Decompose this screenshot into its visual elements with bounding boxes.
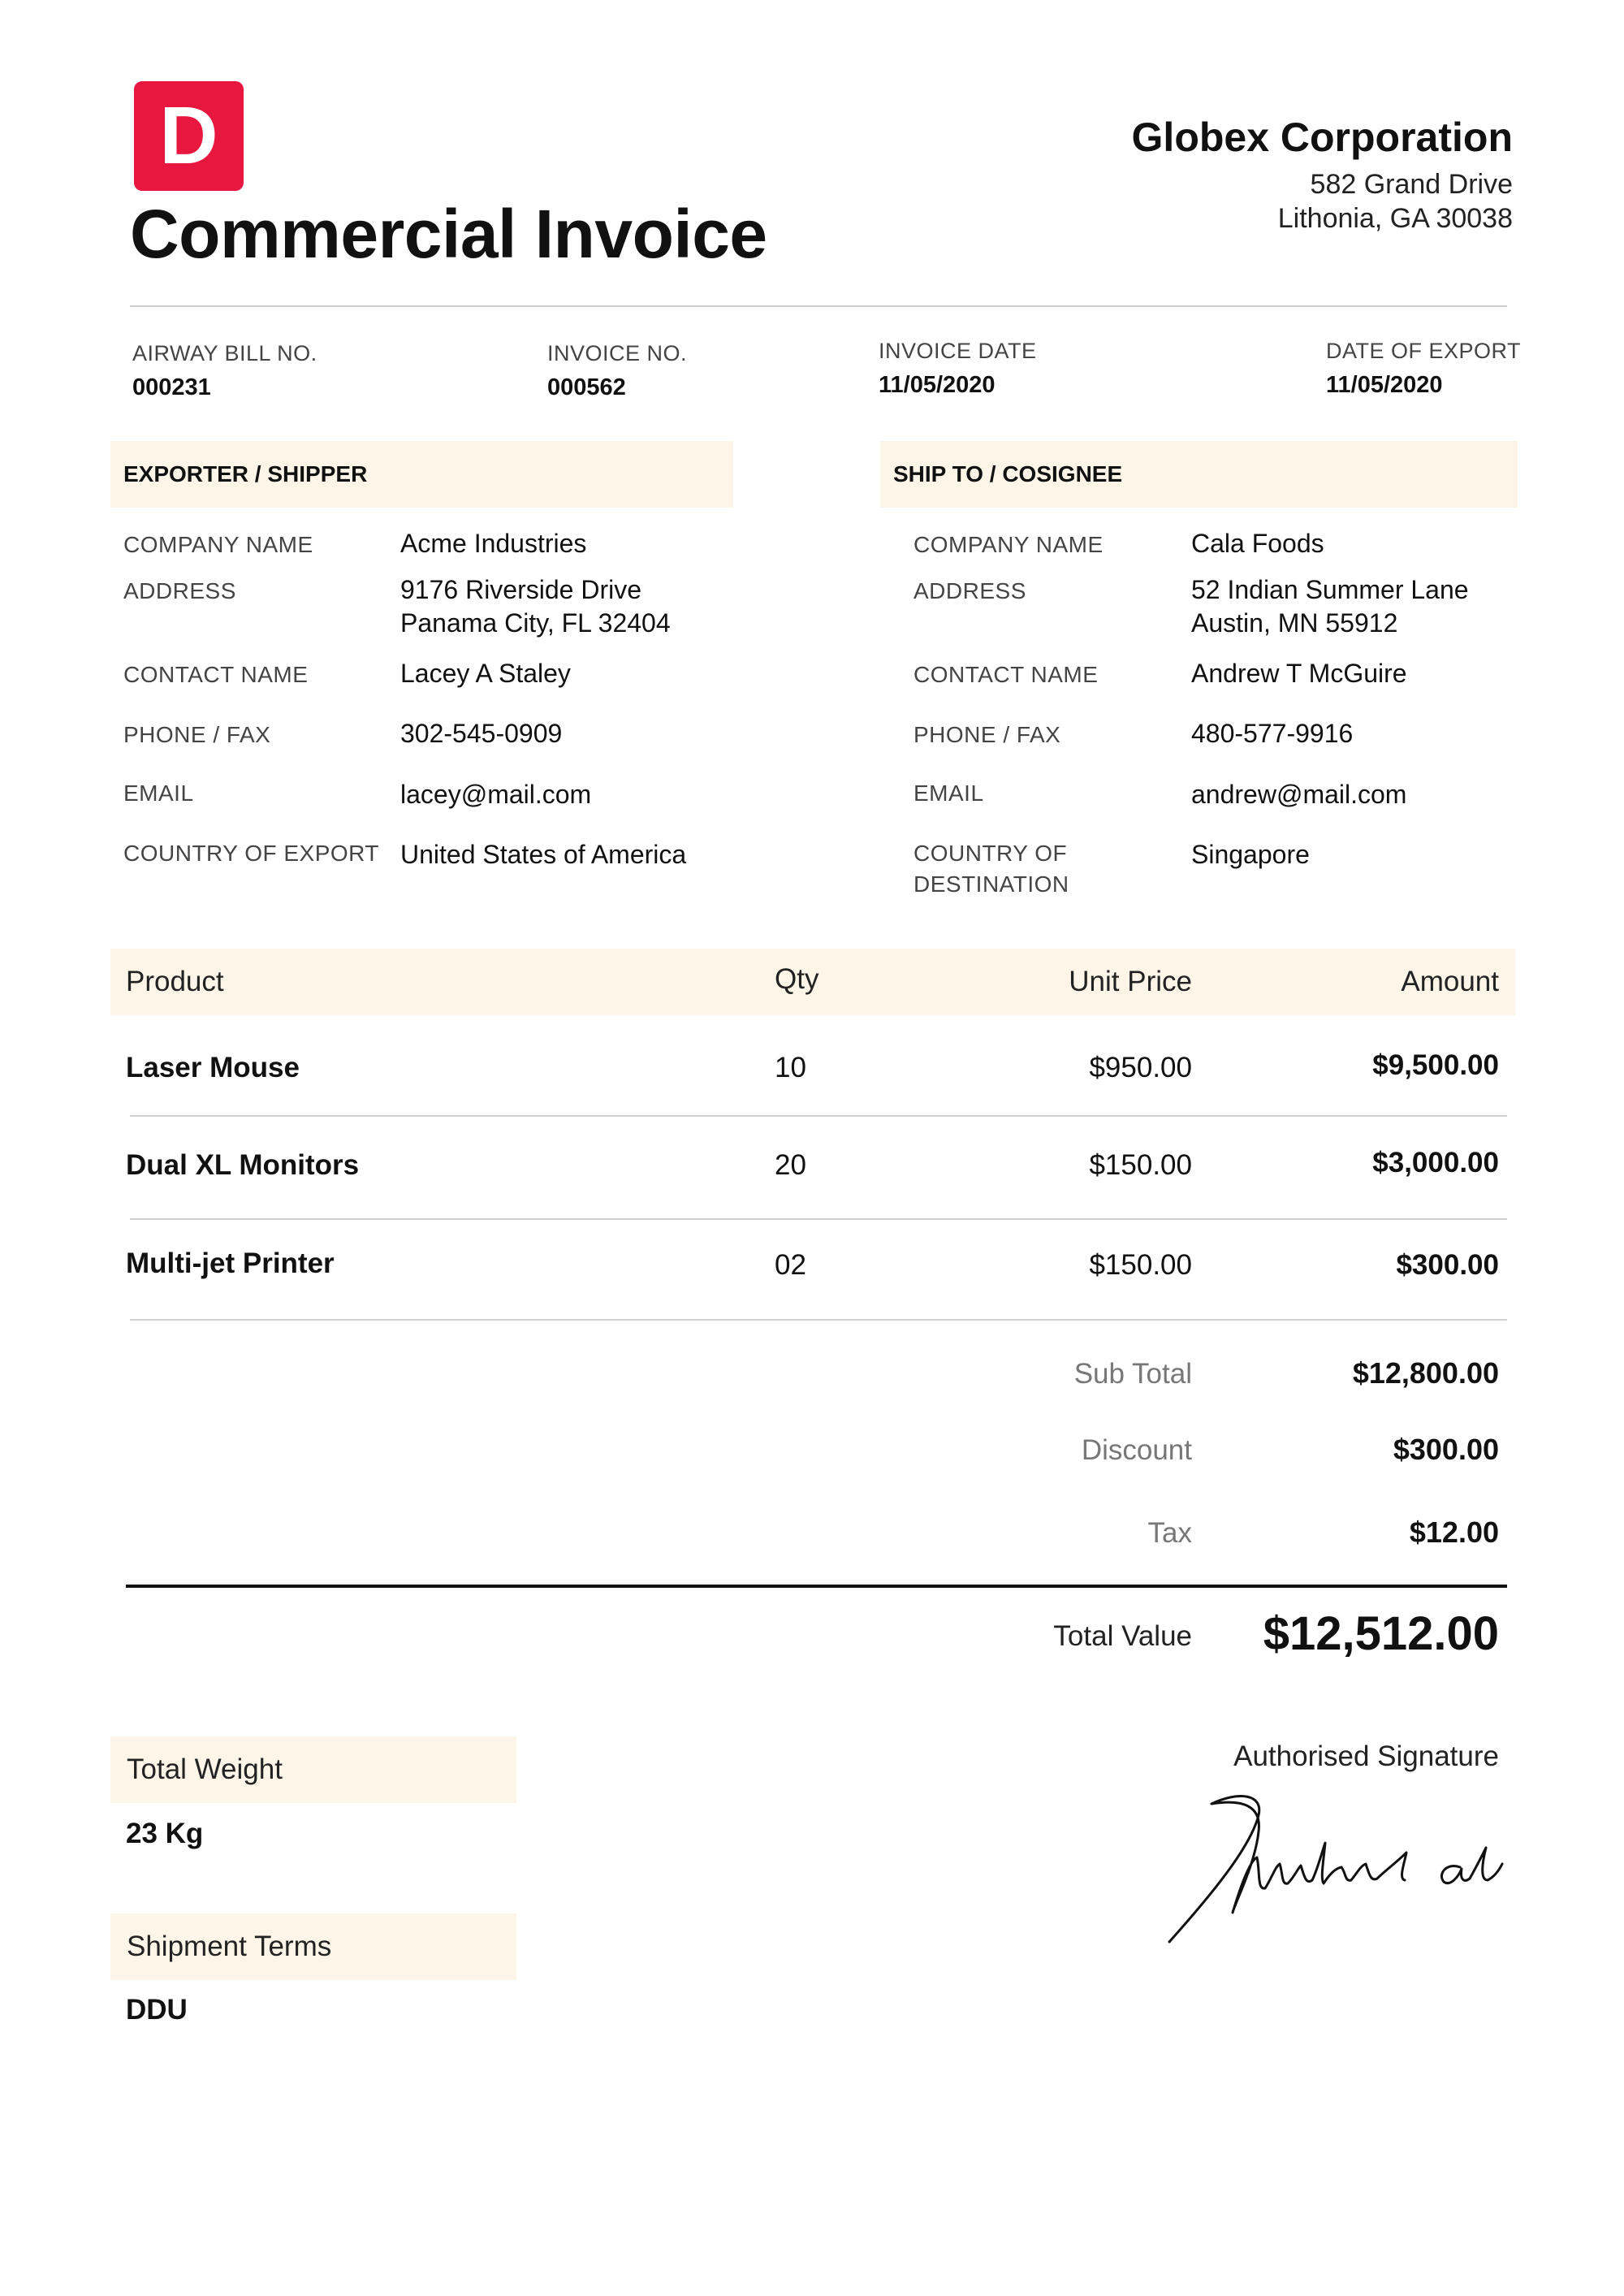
airway-bill-label: AIRWAY BILL NO. <box>132 341 317 365</box>
company-address-line2: Lithonia, GA 30038 <box>1277 203 1513 234</box>
subtotal-value: $12,800.00 <box>1352 1356 1499 1390</box>
exporter-address-line2: Panama City, FL 32404 <box>400 608 671 638</box>
exporter-email-label: EMAIL <box>123 780 194 806</box>
total-weight-value: 23 Kg <box>126 1818 204 1849</box>
consignee-country-label-line1: COUNTRY OF <box>914 841 1068 866</box>
invoice-number-label: INVOICE NO. <box>547 341 688 365</box>
consignee-address-label: ADDRESS <box>914 578 1026 603</box>
tax-label: Tax <box>1147 1517 1192 1549</box>
airway-bill-value: 000231 <box>132 374 211 400</box>
consignee-company-label: COMPANY NAME <box>914 532 1104 557</box>
col-header-product: Product <box>126 966 224 997</box>
document-title: Commercial Invoice <box>130 196 767 272</box>
invoice-date-value: 11/05/2020 <box>879 372 996 398</box>
exporter-company-value: Acme Industries <box>400 529 587 558</box>
exporter-contact-value: Lacey A Staley <box>400 659 571 688</box>
export-date-field <box>1326 339 1521 399</box>
discount-value: $300.00 <box>1393 1433 1499 1466</box>
exporter-phone-label: PHONE / FAX <box>123 722 271 747</box>
invoice-date-field <box>879 339 1037 399</box>
shipment-terms-value: DDU <box>126 1994 188 2026</box>
exporter-contact-label: CONTACT NAME <box>123 662 309 687</box>
export-date-label: DATE OF EXPORT <box>1326 339 1522 363</box>
exporter-country-value: United States of America <box>400 840 687 869</box>
consignee-email-label: EMAIL <box>914 780 984 806</box>
row-divider <box>130 1218 1507 1220</box>
consignee-phone-value: 480-577-9916 <box>1191 719 1354 748</box>
exporter-email-value: lacey@mail.com <box>400 780 592 809</box>
total-divider <box>126 1585 1507 1588</box>
row2-amount: $3,000.00 <box>1372 1147 1499 1178</box>
company-address-line1: 582 Grand Drive <box>1310 169 1513 200</box>
subtotal-label: Sub Total <box>1073 1358 1192 1390</box>
export-date-value: 11/05/2020 <box>1326 372 1443 398</box>
exporter-section-header: EXPORTER / SHIPPER <box>110 441 733 508</box>
row2-product: Dual XL Monitors <box>126 1149 360 1181</box>
consignee-company-value: Cala Foods <box>1191 529 1324 558</box>
consignee-country-value: Singapore <box>1191 840 1310 869</box>
company-name: Globex Corporation <box>1131 115 1513 160</box>
company-logo: D <box>134 81 244 191</box>
row1-unit-price: $950.00 <box>1089 1052 1192 1083</box>
consignee-contact-value: Andrew T McGuire <box>1191 659 1407 688</box>
row1-amount: $9,500.00 <box>1372 1049 1499 1081</box>
consignee-country-label-line2: DESTINATION <box>914 871 1069 897</box>
row1-qty: 10 <box>775 1052 806 1083</box>
row2-qty: 20 <box>775 1149 806 1181</box>
consignee-address-line1: 52 Indian Summer Lane <box>1191 575 1469 604</box>
invoice-date-label: INVOICE DATE <box>879 339 1037 363</box>
row2-unit-price: $150.00 <box>1089 1149 1192 1181</box>
col-header-qty: Qty <box>775 963 819 995</box>
row-divider <box>130 1319 1507 1321</box>
exporter-phone-value: 302-545-0909 <box>400 719 563 748</box>
invoice-number-value: 000562 <box>547 374 626 400</box>
invoice-number-field <box>547 341 687 401</box>
company-block <box>1132 114 1513 236</box>
tax-value: $12.00 <box>1409 1516 1499 1549</box>
airway-bill-field <box>132 341 317 401</box>
exporter-address-line1: 9176 Riverside Drive <box>400 575 642 604</box>
consignee-section-header: SHIP TO / COSIGNEE <box>880 441 1518 508</box>
row3-product: Multi-jet Printer <box>126 1247 335 1279</box>
exporter-company-label: COMPANY NAME <box>123 532 313 557</box>
shipment-terms-label: Shipment Terms <box>110 1913 516 1980</box>
total-value-label: Total Value <box>1053 1620 1192 1652</box>
col-header-amount: Amount <box>1401 966 1499 997</box>
discount-label: Discount <box>1081 1434 1192 1466</box>
row-divider <box>130 1115 1507 1117</box>
col-header-unit-price: Unit Price <box>1069 966 1192 997</box>
row1-product: Laser Mouse <box>126 1052 300 1083</box>
consignee-contact-label: CONTACT NAME <box>914 662 1099 687</box>
row3-amount: $300.00 <box>1396 1249 1499 1281</box>
consignee-country-label <box>914 838 1069 900</box>
row3-qty: 02 <box>775 1249 806 1281</box>
total-weight-label: Total Weight <box>110 1736 516 1803</box>
signature-image <box>1161 1783 1510 1953</box>
total-value-amount: $12,512.00 <box>1263 1607 1499 1660</box>
signature-label: Authorised Signature <box>1233 1740 1499 1772</box>
exporter-address-label: ADDRESS <box>123 578 236 603</box>
consignee-phone-label: PHONE / FAX <box>914 722 1061 747</box>
consignee-address-line2: Austin, MN 55912 <box>1191 608 1398 638</box>
header-divider <box>130 305 1507 307</box>
exporter-country-label: COUNTRY OF EXPORT <box>123 841 379 866</box>
row3-unit-price: $150.00 <box>1089 1249 1192 1281</box>
consignee-email-value: andrew@mail.com <box>1191 780 1407 809</box>
